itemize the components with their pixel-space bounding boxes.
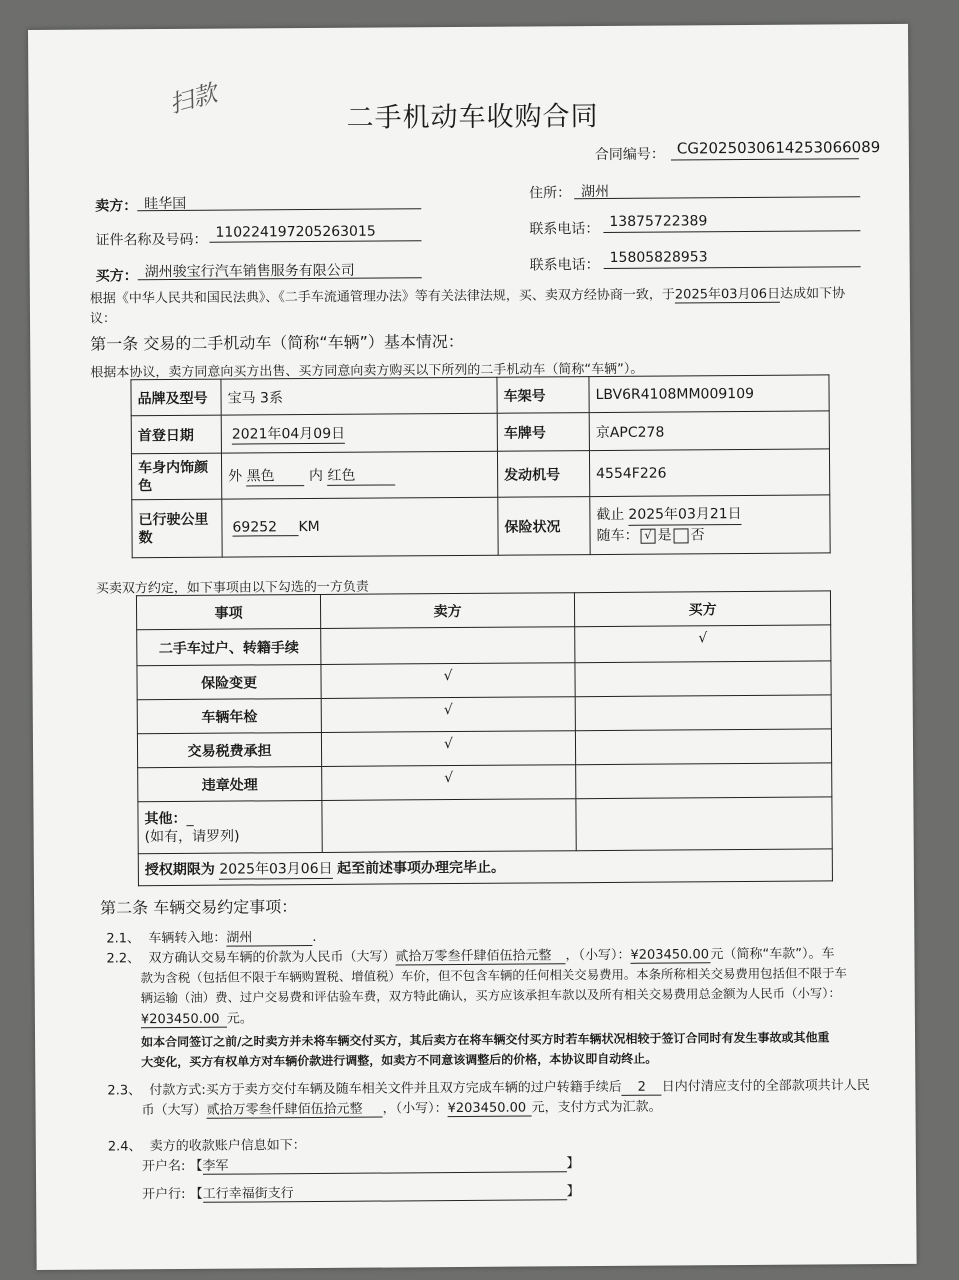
adjustment-clause-line2: 大变化，买方有权单方对车辆价款进行调整，如卖方不同意该调整后的价格，本协议即自动终止。	[141, 1051, 658, 1070]
payment-days: 2	[622, 1080, 662, 1096]
seller-name: 眭华国	[144, 195, 187, 213]
id-label: 证件名称及号码：	[95, 231, 208, 249]
table-row: 二手车过户、转籍手续 √	[137, 625, 831, 666]
col-item-header: 事项	[136, 594, 320, 629]
brand-label: 品牌及型号	[131, 379, 221, 416]
section-2-2-line2: 款为含税（包括但不限于车辆购置税、增值税）车价，但不包含车辆的任何相关交易费用。本条所称相关交易费用包括但不限于车	[140, 965, 847, 986]
buyer-name: 湖州骏宝行汽车销售服务有限公司	[144, 262, 355, 281]
seller-label: 卖方：	[95, 198, 138, 215]
account-name: 李军	[202, 1152, 566, 1175]
other-value: _	[186, 810, 194, 827]
price-number: ¥203450.00	[630, 947, 710, 963]
other-note: (如有，请罗列)	[144, 828, 240, 845]
preamble-line-2: 议：	[89, 311, 117, 327]
address-label: 住所：	[529, 185, 572, 202]
reg-date-value: 2021年04月09日	[232, 423, 345, 445]
table-row-other	[138, 797, 832, 854]
section-2-2-line4: ¥203450.00 元。	[140, 1011, 253, 1028]
transfer-destination: 湖州	[226, 926, 312, 947]
no-checkbox	[673, 528, 688, 543]
reg-date-cell	[221, 413, 497, 453]
price-chinese: 贰拾万零叁仟肆佰伍拾元整	[395, 944, 565, 965]
engine-label: 发动机号	[497, 451, 589, 498]
mileage-label: 已行驶公里数	[132, 499, 222, 558]
color-label: 车身内饰颜色	[131, 453, 221, 500]
vin-value: LBV6R4108MM009109	[589, 375, 829, 413]
adjustment-clause-line1: 如本合同签订之前/之时卖方并未将车辆交付买方，其后卖方在将车辆交付买方时若车辆状况相较于签订合同时有发生事故或其他重	[141, 1030, 830, 1050]
contract-no-label: 合同编号：	[594, 146, 665, 164]
id-value: 110224197205263015	[215, 223, 376, 241]
auth-date: 2025年03月06日	[219, 858, 332, 880]
article1-title: 第一条 交易的二手机动车（简称“车辆”）基本情况：	[90, 331, 464, 354]
color-cell: 外 黑色 内 红色	[221, 451, 497, 499]
handwritten-note: 扫款	[166, 78, 220, 119]
col-seller-header: 卖方	[320, 593, 574, 629]
auth-period-cell: 授权期限为 2025年03月06日 起至前述事项办理完毕止。	[138, 849, 832, 886]
mileage-value: 69252	[232, 519, 298, 536]
insurance-label: 保险状况	[498, 497, 590, 556]
agreement-intro: 买卖双方约定，如下事项由以下勾选的一方负责	[95, 579, 369, 597]
article1-intro: 根据本协议，卖方同意向买方出售、买方同意向卖方购买以下所列的二手机动车（简称“车辆”）。	[90, 361, 644, 381]
section-2-2-line3: 辆运输（油）费、过户交易费和评估验车费，双方特此确认，买方应该承担车款以及所有相关交易费用总金额为人民币（小写）：	[140, 985, 841, 1006]
buyer-label: 买方：	[95, 268, 138, 285]
insurance-until: 2025年03月21日	[628, 504, 741, 526]
interior-color: 红色	[327, 464, 395, 485]
agreement-date: 2025年03月06日	[675, 283, 780, 304]
engine-value: 4554F226	[589, 449, 829, 497]
table-row: 车辆年检 √	[137, 695, 831, 734]
section-2-3-line1: 2.3、 付款方式:买方于卖方交付车辆及随车相关文件并且双方完成车辆的过户转籍手续后 2 日内付清应支付的全部款项共计人民	[107, 1078, 870, 1099]
exterior-color: 黑色	[246, 465, 304, 486]
buyer-phone-label: 联系电话：	[529, 257, 600, 274]
plate-label: 车牌号	[497, 413, 589, 452]
seller-phone-value: 13875722389	[609, 213, 708, 230]
insurance-cell: 截止 2025年03月21日 随车： √ 是 否	[590, 495, 830, 555]
account-bank-row: 开户行: 【工行幸福街支行 】	[142, 1180, 580, 1203]
table-row: 交易税费承担 √	[137, 729, 831, 768]
section-2-3-line2: 币（大写）贰拾万零叁仟肆佰伍拾元整 ，（小写）：¥203450.00 元，支付方式为汇款。	[141, 1096, 661, 1120]
contract-paper	[28, 24, 917, 1270]
payment-chinese: 贰拾万零叁仟肆佰伍拾元整	[206, 1098, 382, 1119]
brand-value: 宝马 3系	[221, 377, 497, 415]
document-title: 二手机动车收购合同	[346, 101, 599, 134]
table-row: 保险变更 √	[137, 661, 831, 700]
article2-title: 第二条 车辆交易约定事项：	[100, 897, 298, 918]
total-amount: ¥203450.00	[141, 1012, 227, 1029]
reg-date-label: 首登日期	[131, 415, 221, 454]
preamble-line: 根据《中华人民共和国民法典》、《二手车流通管理办法》等有关法律法规，买、卖双方经协商一致，于2025年03月06日达成如下协	[90, 282, 845, 307]
vehicle-info-table	[130, 374, 830, 558]
seller-phone-label: 联系电话：	[529, 221, 600, 238]
plate-value: 京APC278	[589, 411, 829, 451]
account-name-row: 开户名: 【李军 】	[142, 1152, 580, 1175]
yes-checkbox: √	[640, 528, 655, 543]
mileage-cell: 69252 KM	[222, 497, 498, 557]
buyer-phone-value: 15805828953	[609, 249, 708, 266]
responsibility-table	[136, 590, 833, 886]
table-row: 违章处理 √	[138, 763, 832, 802]
address-value: 湖州	[581, 183, 610, 201]
account-bank: 工行幸福街支行	[203, 1180, 567, 1203]
col-buyer-header: 买方	[574, 591, 830, 627]
section-2-1: 2.1、 车辆转入地：湖州 .	[106, 926, 316, 947]
contract-no-value: CG2025030614253066089	[676, 138, 881, 158]
section-2-4: 2.4、 卖方的收款账户信息如下：	[107, 1138, 306, 1155]
section-2-2-line1: 2.2、 双方确认交易车辆的价款为人民币（大写）贰拾万零叁仟肆佰伍拾元整 ，（小写）：¥203450.00元（简称“车款”）。车	[106, 942, 834, 967]
other-label: 其他：	[144, 810, 187, 827]
payment-number: ¥203450.00	[448, 1101, 532, 1118]
vin-label: 车架号	[497, 377, 589, 414]
